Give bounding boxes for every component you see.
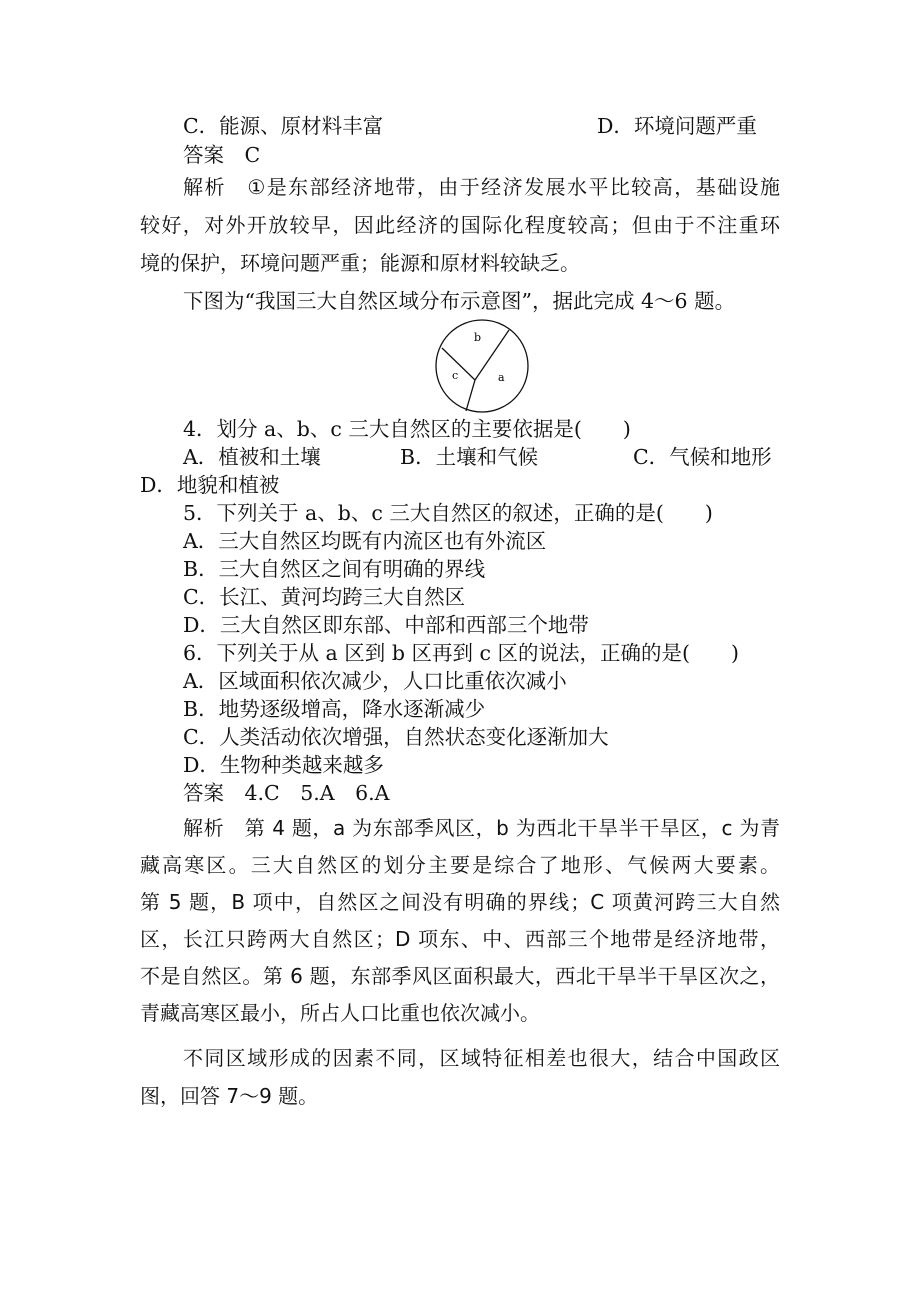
q6-stem: 6．下列关于从 a 区到 b 区再到 c 区的说法，正确的是( ) (183, 641, 739, 665)
q3-answer: 答案 C (183, 143, 261, 167)
q5-option-a: A．三大自然区均既有内流区也有外流区 (183, 529, 547, 553)
q6-option-b: B．地势逐级增高，降水逐渐减少 (183, 697, 486, 721)
q5-option-d: D．三大自然区即东部、中部和西部三个地带 (183, 613, 589, 637)
q5-option-c: C．长江、黄河均跨三大自然区 (183, 585, 466, 609)
q4-option-c: C．气候和地形 (633, 445, 772, 469)
q4-option-a: A．植被和土壤 (183, 445, 321, 469)
q3-option-d: D．环境问题严重 (597, 114, 757, 138)
q3-analysis-line-1: 解析 ①是东部经济地带，由于经济发展水平比较高，基础设施 (183, 175, 780, 199)
natural-regions-diagram (432, 318, 532, 414)
diagram-label-c: c (452, 369, 459, 382)
q5-option-b: B．三大自然区之间有明确的界线 (183, 557, 486, 581)
q3-analysis-line-2: 较好，对外开放较早，因此经济的国际化程度较高；但由于不注重环 (140, 213, 780, 237)
q4-stem: 4．划分 a、b、c 三大自然区的主要依据是( ) (183, 417, 631, 441)
q4-option-b: B．土壤和气候 (400, 445, 539, 469)
analysis-4-6-line-5: 不是自然区。第 6 题，东部季风区面积最大，西北干旱半干旱区次之， (140, 964, 780, 988)
diagram-label-a: a (498, 371, 505, 384)
q6-option-a: A．区域面积依次减少，人口比重依次减小 (183, 669, 567, 693)
q4-option-d: D．地貌和植被 (140, 473, 280, 497)
diagram-divider-ac (466, 380, 475, 411)
diagram-circle (436, 320, 528, 412)
intro-4-6: 下图为“我国三大自然区域分布示意图”，据此完成 4～6 题。 (183, 289, 736, 313)
q3-analysis-line-3: 境的保护，环境问题严重；能源和原材料较缺乏。 (140, 251, 580, 275)
analysis-4-6-line-1: 解析 第 4 题，a 为东部季风区，b 为西北干旱半干旱区，c 为青 (183, 816, 780, 840)
answer-4-6: 答案 4.C 5.A 6.A (183, 781, 390, 805)
analysis-4-6-line-6: 青藏高寒区最小，所占人口比重也依次减小。 (140, 1001, 540, 1025)
intro-7-9-line-1: 不同区域形成的因素不同，区域特征相差也很大，结合中国政区 (183, 1046, 780, 1070)
intro-7-9-line-2: 图，回答 7～9 题。 (140, 1084, 319, 1108)
analysis-4-6-line-2: 藏高寒区。三大自然区的划分主要是综合了地形、气候两大要素。 (140, 853, 780, 877)
q5-stem: 5．下列关于 a、b、c 三大自然区的叙述，正确的是( ) (183, 501, 713, 525)
analysis-4-6-line-4: 区，长江只跨两大自然区；D 项东、中、西部三个地带是经济地带， (140, 927, 780, 951)
q6-option-d: D．生物种类越来越多 (183, 753, 384, 777)
diagram-divider-bc (442, 348, 475, 380)
diagram-label-b: b (474, 331, 482, 344)
q6-option-c: C．人类活动依次增强，自然状态变化逐渐加大 (183, 725, 609, 749)
analysis-4-6-line-3: 第 5 题，B 项中，自然区之间没有明确的界线；C 项黄河跨三大自然 (140, 890, 780, 914)
q3-option-c: C．能源、原材料丰富 (183, 114, 384, 138)
